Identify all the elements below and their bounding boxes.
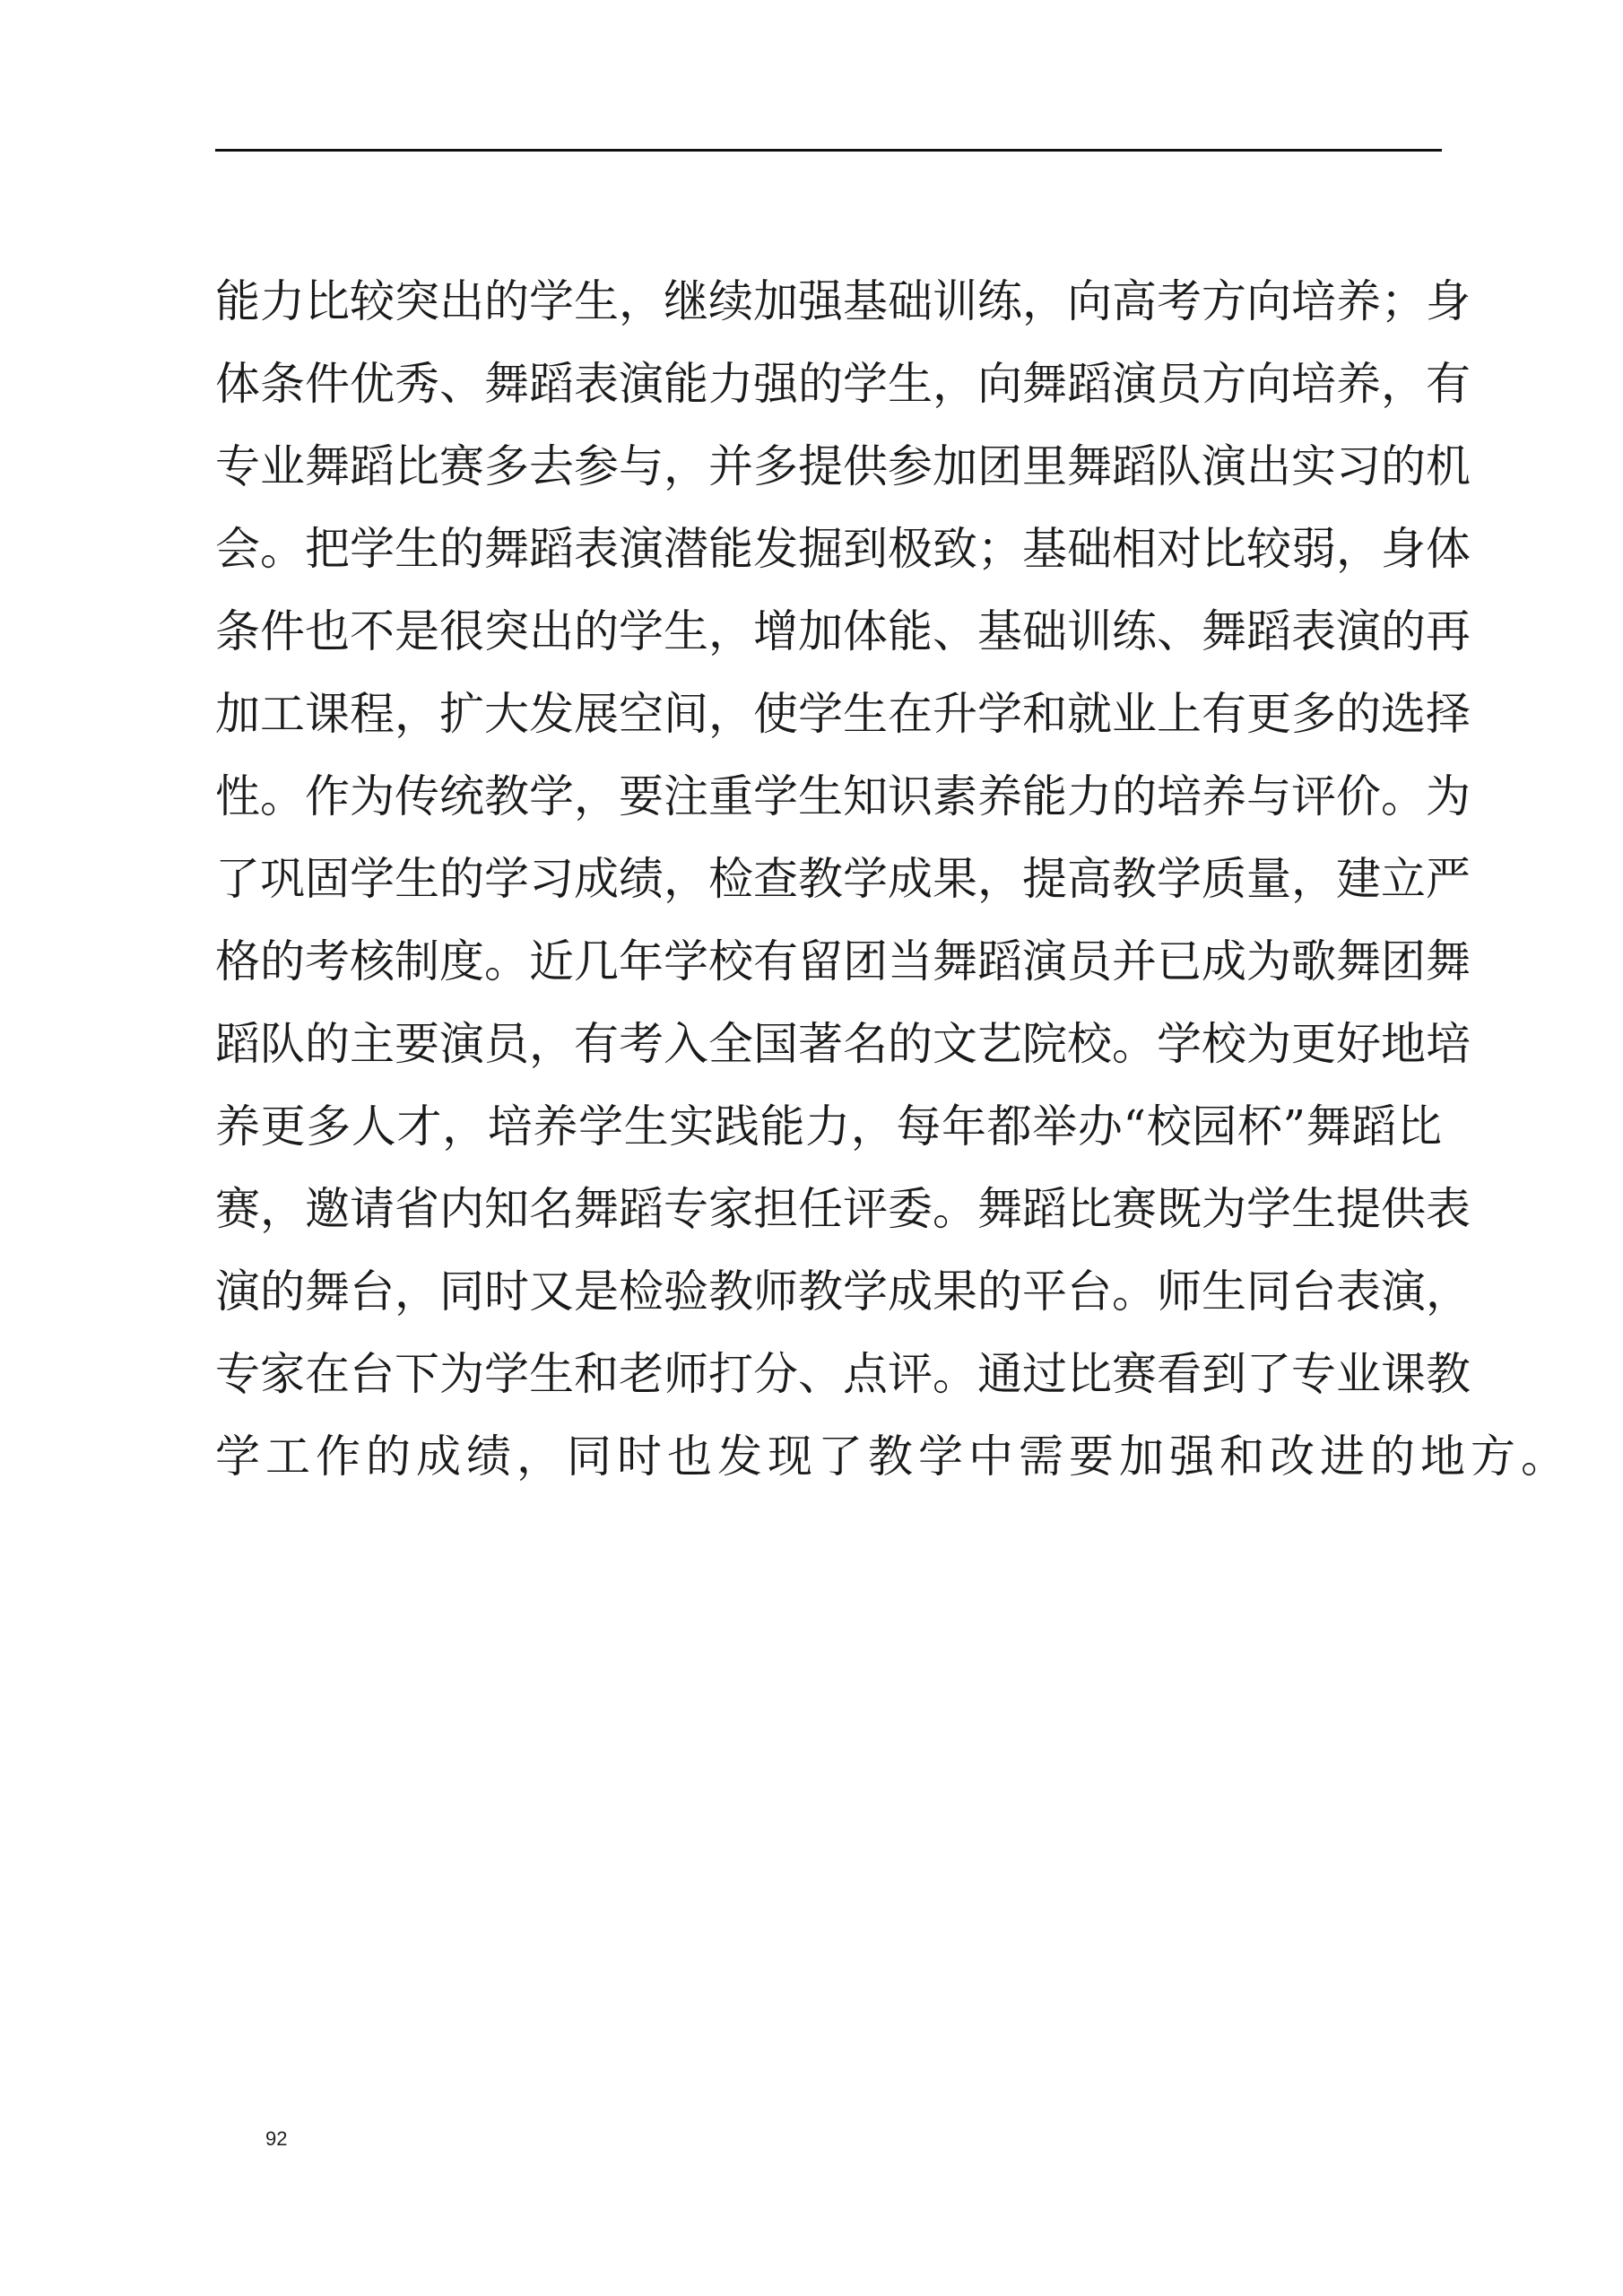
text-line: 学工作的成绩，同时也发现了教学中需要加强和改进的地方。: [215, 1431, 1571, 1483]
text-line: 专家在台下为学生和老师打分、点评。通过比赛看到了专业课教: [215, 1348, 1471, 1400]
text-line: 格的考核制度。近几年学校有留团当舞蹈演员并已成为歌舞团舞: [215, 935, 1471, 987]
page-number: 92: [265, 2127, 288, 2150]
text-line: 能力比较突出的学生，继续加强基础训练，向高考方向培养；身: [215, 275, 1471, 327]
body-paragraph: [215, 260, 1571, 1498]
text-line: 体条件优秀、舞蹈表演能力强的学生，向舞蹈演员方向培养，有: [215, 358, 1471, 410]
text-line: 会。把学生的舞蹈表演潜能发掘到极致；基础相对比较弱，身体: [215, 523, 1471, 575]
text-line: 养更多人才，培养学生实践能力，每年都举办“校园杯”舞蹈比: [215, 1100, 1442, 1152]
text-line: 蹈队的主要演员，有考入全国著名的文艺院校。学校为更好地培: [215, 1018, 1471, 1070]
text-line: 专业舞蹈比赛多去参与，并多提供参加团里舞蹈队演出实习的机: [215, 440, 1471, 492]
header-rule: [215, 149, 1442, 152]
text-line: 性。作为传统教学，要注重学生知识素养能力的培养与评价。为: [215, 770, 1471, 822]
text-line: 条件也不是很突出的学生，增加体能、基础训练、舞蹈表演的再: [215, 605, 1471, 657]
text-line: 了巩固学生的学习成绩，检查教学成果，提高教学质量，建立严: [215, 853, 1471, 905]
text-line: 赛，邀请省内知名舞蹈专家担任评委。舞蹈比赛既为学生提供表: [215, 1183, 1471, 1235]
text-line: 演的舞台，同时又是检验教师教学成果的平台。师生同台表演，: [215, 1265, 1471, 1318]
text-line: 加工课程，扩大发展空间，使学生在升学和就业上有更多的选择: [215, 688, 1471, 740]
